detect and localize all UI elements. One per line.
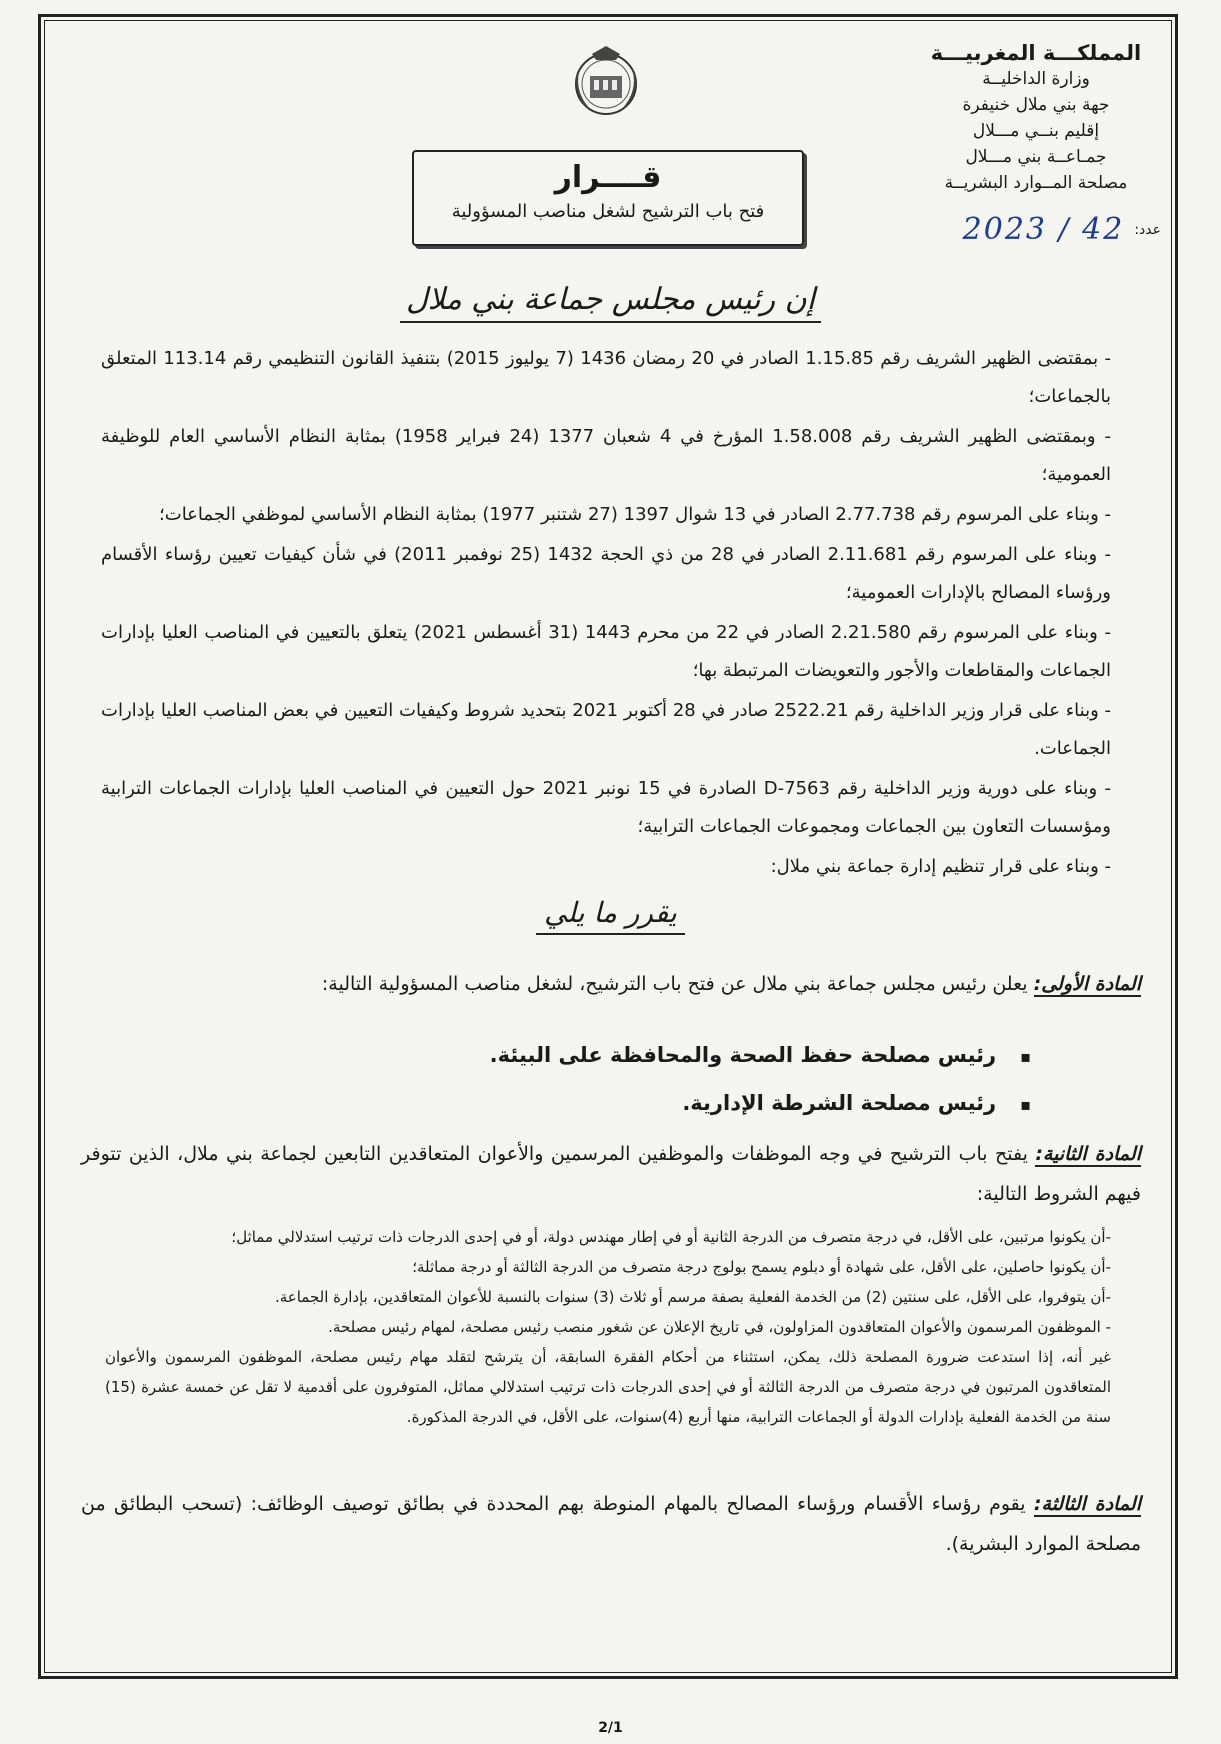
president-heading [0,282,1221,317]
article-1 [81,964,1141,1004]
ministry-name: وزارة الداخليــة [982,69,1090,89]
condition-item: -أن يكونوا مرتبين، على الأقل، في درجة متصرف من الدرجة الثانية أو في إطار مهندس دولة، أو في إحدى الدرجات ذات ترتيب استدلالي مماثل؛ [231,1228,1111,1246]
decision-subtitle: فتح باب الترشيح لشغل مناصب المسؤولية [451,201,765,222]
article-3 [81,1484,1141,1564]
president-text: إن رئيس مجلس جماعة بني ملال [400,282,821,323]
article-1-text: يعلن رئيس مجلس جماعة بني ملال عن فتح باب الترشيح، لشغل مناصب المسؤولية التالية: [321,973,1034,995]
preamble [101,340,1111,888]
article-2 [81,1134,1141,1214]
preamble-item: - وبمقتضى الظهير الشريف رقم 1.58.008 المؤرخ في 4 شعبان 1377 (24 فبراير 1958) بمثابة النظام الأساسي العام للوظيفة العمومية؛ [101,426,1112,485]
preamble-item: - وبناء على المرسوم رقم 2.11.681 الصادر في 28 من ذي الحجة 1432 (25 نوفمبر 2011) في شأن كيفيات تعيين رؤساء الأقسام ورؤساء المصالح بالإدارات العمومية؛ [101,544,1111,603]
decides-text: يقرر ما يلي [536,896,685,935]
condition-item: - الموظفون المرسمون والأعوان المتعاقدون المزاولون، في تاريخ الإعلان عن شغور منصب رئيس مصلحة، لمهام رئيس مصلحة. [328,1318,1111,1336]
preamble-item: - وبناء على قرار وزير الداخلية رقم 2522.21 صادر في 28 أكتوبر 2021 بتحديد شروط وكيفيات التعيين في بعض المناصب العليا بإدارات الجماعات. [101,700,1112,759]
article-1-label: المادة الأولى: [1033,973,1141,995]
article-3-text: يقوم رؤساء الأقسام ورؤساء المصالح بالمهام المنوطة بهم المحددة في بطائق توصيف الوظائف: (تسحب البطائق من مصلحة الموارد البشرية). [81,1493,1141,1555]
conditions-list [105,1222,1111,1432]
service-name: مصلحة المــوارد البشريــة [944,173,1128,193]
reference-label: عدد: [1134,221,1161,238]
positions-list [490,1032,1031,1128]
article-2-label: المادة الثانية: [1035,1143,1141,1165]
preamble-item: - وبناء على دورية وزير الداخلية رقم D-7563 الصادرة في 15 نونبر 2021 حول التعيين في المناصب العليا بإدارات الجماعات الترابية ومؤسسات التعاون بين الجماعات ومجموعات الجماعات الترابية؛ [101,778,1111,837]
reference-value: 2023 / 42 [962,212,1125,247]
position-item: ▪ رئيس مصلحة الشرطة الإدارية. [490,1080,1031,1128]
condition-item: غير أنه، إذا استدعت ضرورة المصلحة ذلك، يمكن، استثناء من أحكام الفقرة السابقة، أن يترشح لتقلد مهام رئيس مصلحة، الموظفون المرسمون والأعوان المتعاقدون المرتبون في درجة متصرف من الدرجة الثالثة أو في إحدى الدرجات ذات ترتيب استدلالي مماثل، المتوفرون على أقدمية لا تقل عن خمسة عشرة (15) سنة من الخدمة الفعلية بإدارات الدولة أو الجماعات الترابية، منها أربع (4)سنوات، على الأقل، في الدرجة المذكورة. [105,1348,1111,1426]
decision-title: قــــرار [554,160,662,195]
preamble-item: - وبناء على المرسوم رقم 2.21.580 الصادر في 22 من محرم 1443 (31 أغسطس 2021) يتعلق بالتعيين في المناصب العليا بإدارات الجماعات والمقاطعات والأجور والتعويضات المرتبطة بها؛ [101,622,1111,681]
decision-title-box [412,150,804,246]
page-number: 2/1 [598,1720,623,1736]
preamble-item: - بمقتضى الظهير الشريف رقم 1.15.85 الصادر في 20 رمضان 1436 (7 يوليوز 2015) بتنفيذ القانون التنظيمي رقم 113.14 المتعلق بالجماعات؛ [101,348,1112,407]
commune-name: جمـاعــة بني مـــلال [965,147,1107,167]
region-name: جهة بني ملال خنيفرة [962,95,1110,115]
preamble-item: - وبناء على قرار تنظيم إدارة جماعة بني ملال: [770,856,1111,877]
province-name: إقليم بنــي مـــلال [972,121,1100,141]
reference-number [963,212,1161,247]
municipal-emblem-icon [566,42,646,122]
position-item: ▪ رئيس مصلحة حفظ الصحة والمحافظة على البيئة. [490,1032,1031,1080]
article-3-label: المادة الثالثة: [1033,1493,1141,1515]
preamble-item: - وبناء على المرسوم رقم 2.77.738 الصادر في 13 شوال 1397 (27 شتنبر 1977) بمثابة النظام الأساسي لموظفي الجماعات؛ [159,504,1111,525]
condition-item: -أن يكونوا حاصلين، على الأقل، على شهادة أو دبلوم يسمح بولوج درجة متصرف من الدرجة الثالثة أو درجة مماثلة؛ [412,1258,1111,1276]
condition-item: -أن يتوفروا، على الأقل، على سنتين (2) من الخدمة الفعلية بصفة مرسم أو ثلاث (3) سنوات بالنسبة للأعوان المتعاقدين، بإدارة الجماعة. [274,1288,1111,1306]
letterhead [921,40,1151,196]
kingdom-name: المملكـــة المغربيـــة [930,41,1142,65]
decides-heading [0,896,1221,929]
article-2-text: يفتح باب الترشيح في وجه الموظفات والموظفين المرسمين والأعوان المتعاقدين التابعين لجماعة بني ملال، الذين تتوفر فيهم الشروط التالية: [81,1143,1141,1205]
